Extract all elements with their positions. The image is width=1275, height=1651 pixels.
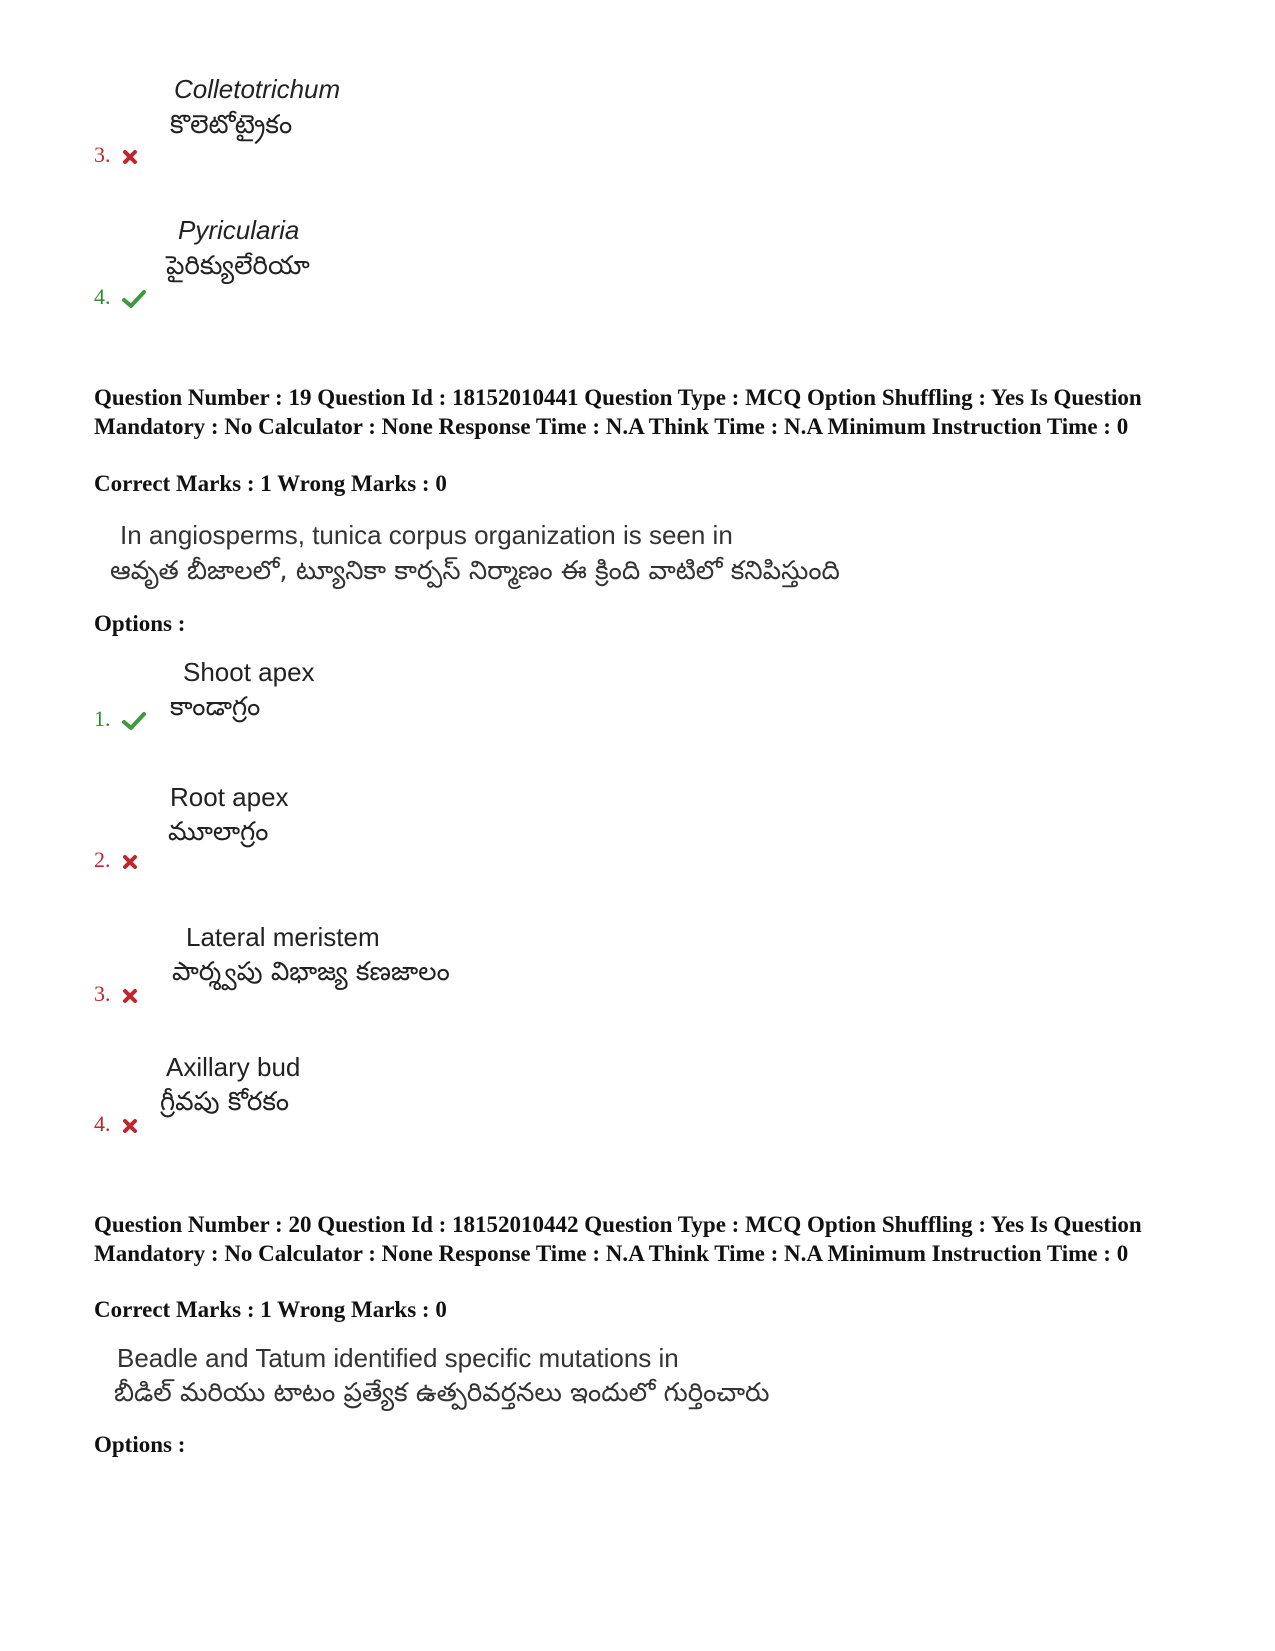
checkmark-icon [122, 711, 146, 731]
question-20-options-label: Options : [94, 1432, 186, 1457]
option-telugu-text: మూలాగ్రం [168, 817, 269, 847]
question-20-marks: Correct Marks : 1 Wrong Marks : 0 [94, 1297, 447, 1322]
option-english-text: Lateral meristem [186, 922, 380, 952]
cross-icon [122, 149, 138, 165]
question-19-options-label: Options : [94, 611, 186, 636]
option-english-text: Root apex [170, 782, 289, 812]
question-20-meta: Question Number : 20 Question Id : 18152010442 Question Type : MCQ Option Shuffling : Yes Is Question Mandatory : No Calculator : None Response Time : N.A Think Time : N.A Minimum Instruction Time : 0 [94, 1212, 1142, 1266]
option-english-text: Pyricularia [178, 215, 300, 245]
option-number: 3. [94, 981, 138, 1007]
cross-icon [122, 1118, 138, 1134]
checkmark-icon [122, 289, 146, 309]
question-19-meta: Question Number : 19 Question Id : 18152010441 Question Type : MCQ Option Shuffling : Yes Is Question Mandatory : No Calculator : None Response Time : N.A Think Time : N.A Minimum Instruction Time : 0 [94, 385, 1142, 439]
question-20-text-telugu: బీడిల్ మరియు టాటం ప్రత్యేక ఉత్పరివర్తనలు ఇందులో గుర్తించారు [114, 1378, 770, 1408]
option-telugu-text: కాండాగ్రం [170, 692, 261, 722]
cross-icon [122, 988, 138, 1004]
option-number: 4. [94, 1111, 138, 1137]
option-number: 2. [94, 847, 138, 873]
option-english-text: Colletotrichum [174, 74, 341, 104]
option-english-text: Shoot apex [183, 657, 315, 687]
cross-icon [122, 854, 138, 870]
option-number: 1. [94, 706, 146, 732]
question-19-text-telugu: ఆవృత బీజాలలో, ట్యూనికా కార్పస్ నిర్మాణం ఈ క్రింది వాటిలో కనిపిస్తుంది [110, 556, 840, 586]
question-19-text-english: In angiosperms, tunica corpus organization is seen in [120, 520, 733, 550]
option-number: 4. [94, 284, 146, 310]
question-20-text-english: Beadle and Tatum identified specific mutations in [117, 1343, 679, 1373]
option-telugu-text: పార్శ్వపు విభాజ్య కణజాలం [172, 957, 450, 987]
option-number: 3. [94, 142, 138, 168]
option-telugu-text: గ్రీవపు కోరకం [160, 1087, 290, 1117]
question-19-marks: Correct Marks : 1 Wrong Marks : 0 [94, 471, 447, 496]
option-english-text: Axillary bud [166, 1052, 301, 1082]
option-telugu-text: పైరిక్యులేరియా [166, 251, 310, 281]
option-telugu-text: కొలెటోట్రైకం [170, 110, 293, 140]
